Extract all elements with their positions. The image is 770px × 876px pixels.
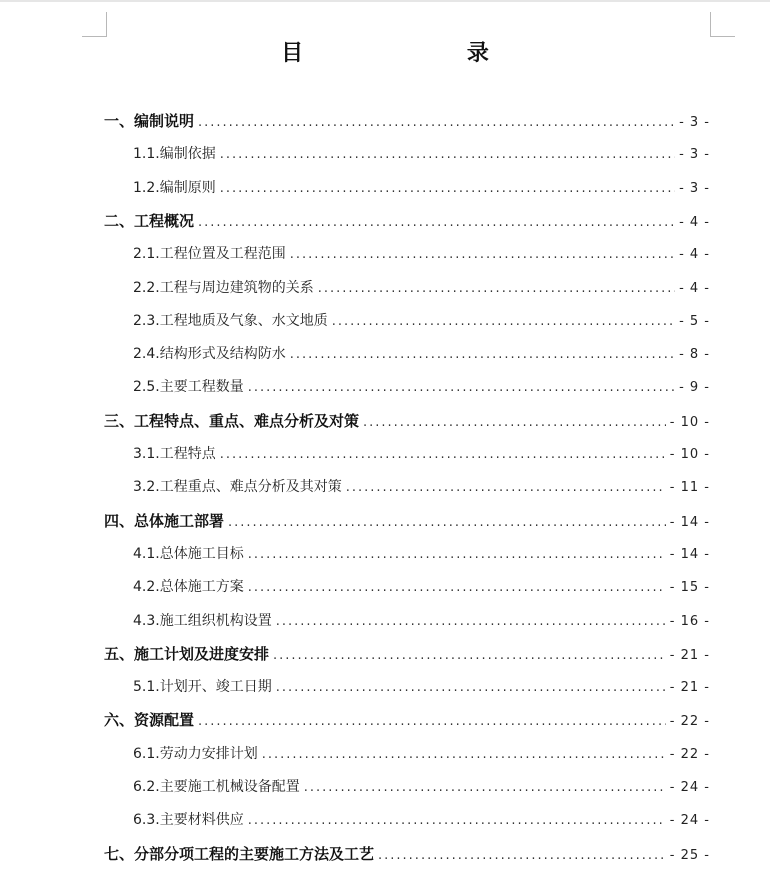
toc-page-number: - 11 - [669,480,710,496]
toc-page-number: - 24 - [669,780,710,795]
toc-entry[interactable] [133,543,710,565]
toc-page-number: - 15 - [669,580,710,596]
dot-leader [198,714,666,729]
toc-entry[interactable] [133,376,710,398]
page-top-border [0,0,770,2]
toc-page-number: - 4 - [679,280,710,296]
toc-entry[interactable] [104,510,710,532]
toc-entry-title: 3.2.工程重点、难点分析及其对策 [133,479,342,496]
toc-page-number: - 24 - [669,813,710,829]
dot-leader [220,447,666,462]
toc-entry-title: 二、工程概况 [104,211,195,230]
toc-entry[interactable] [133,610,710,632]
toc-page-number: - 4 - [679,214,710,230]
toc-entry-title: 6.2.主要施工机械设备配置 [133,779,300,795]
toc-page-number: - 10 - [669,447,710,462]
toc-entry[interactable] [133,443,710,465]
toc-entry-title: 1.2.编制原则 [133,179,216,196]
toc-entry-title: 2.5.主要工程数量 [133,379,244,396]
toc-page-number: - 21 - [669,680,710,696]
dot-leader [318,281,675,296]
dot-leader [378,848,666,863]
toc-entry-title: 1.1.编制依据 [133,146,216,163]
toc-page-number: - 22 - [669,714,710,730]
dot-leader [220,181,675,196]
toc-entry[interactable] [104,110,710,132]
crop-mark-top-left [82,12,107,37]
dot-leader [228,515,666,530]
toc-entry[interactable] [104,843,710,865]
toc-entry[interactable] [104,410,710,432]
dot-leader [304,780,666,795]
dot-leader [198,215,675,230]
toc-entry-title: 3.1.工程特点 [133,446,216,462]
toc-entry-title: 一、编制说明 [104,112,195,130]
toc-title: 目 录 [281,41,567,66]
toc-entry-title: 6.1.劳动力安排计划 [133,745,258,762]
toc-entry-title: 七、分部分项工程的主要施工方法及工艺 [104,844,375,863]
toc-page-number: - 3 - [679,147,710,163]
dot-leader [248,380,675,395]
toc-page-number: - 21 - [669,647,710,663]
toc-entry[interactable] [133,676,710,698]
toc-entry-title: 6.3.主要材料供应 [133,812,244,829]
toc-page-number: - 3 - [679,180,710,196]
toc-entry-title: 2.4.结构形式及结构防水 [133,346,286,363]
toc-entry[interactable] [133,343,710,365]
toc-page-number: - 16 - [669,613,710,629]
toc-entry[interactable] [133,143,710,165]
toc-entry-title: 六、资源配置 [104,711,195,730]
dot-leader [273,648,666,663]
dot-leader [248,813,666,828]
toc-entry-title: 4.2.总体施工方案 [133,579,244,596]
toc-entry-title: 2.3.工程地质及气象、水文地质 [133,312,328,329]
toc-entry-title: 4.1.总体施工目标 [133,545,244,562]
toc-entry-title: 四、总体施工部署 [104,511,225,530]
dot-leader [248,547,666,562]
toc-entry[interactable] [133,809,710,831]
dot-leader [276,680,666,695]
dot-leader [220,147,675,162]
dot-leader [346,480,666,495]
dot-leader [363,415,666,430]
toc-page-number: - 25 - [669,847,710,863]
dot-leader [198,115,675,130]
toc-entry[interactable] [133,243,710,265]
dot-leader [276,614,666,629]
toc-page-number: - 3 - [679,115,710,130]
toc-entry[interactable] [133,576,710,598]
toc-entry[interactable] [133,310,710,332]
dot-leader [248,580,666,595]
toc-entry[interactable] [104,643,710,665]
toc-entry-title: 三、工程特点、重点、难点分析及对策 [104,411,360,430]
dot-leader [262,747,666,762]
toc-entry[interactable] [133,776,710,798]
toc-entry[interactable] [133,277,710,299]
toc-page-number: - 5 - [679,313,710,329]
toc-entry-title: 2.1.工程位置及工程范围 [133,246,286,263]
toc-entry[interactable] [133,743,710,765]
dot-leader [290,247,675,262]
toc-page-number: - 22 - [669,746,710,762]
toc-page-number: - 8 - [679,347,710,363]
toc-page-number: - 9 - [679,380,710,396]
toc-page-number: - 14 - [669,546,710,562]
toc-entry[interactable] [133,177,710,199]
toc-entry-title: 5.1.计划开、竣工日期 [133,679,272,696]
toc-entry-title: 4.3.施工组织机构设置 [133,612,272,629]
toc-entry-title: 五、施工计划及进度安排 [104,644,270,663]
toc-page-number: - 4 - [679,247,710,263]
toc-page-number: - 10 - [669,414,710,430]
toc-entry[interactable] [133,476,710,498]
toc-entry-title: 2.2.工程与周边建筑物的关系 [133,279,314,296]
crop-mark-top-right [710,12,735,37]
toc-entry[interactable] [104,709,710,731]
dot-leader [332,314,675,329]
toc-entry[interactable] [104,210,710,232]
toc-page-number: - 14 - [669,514,710,530]
dot-leader [290,347,675,362]
